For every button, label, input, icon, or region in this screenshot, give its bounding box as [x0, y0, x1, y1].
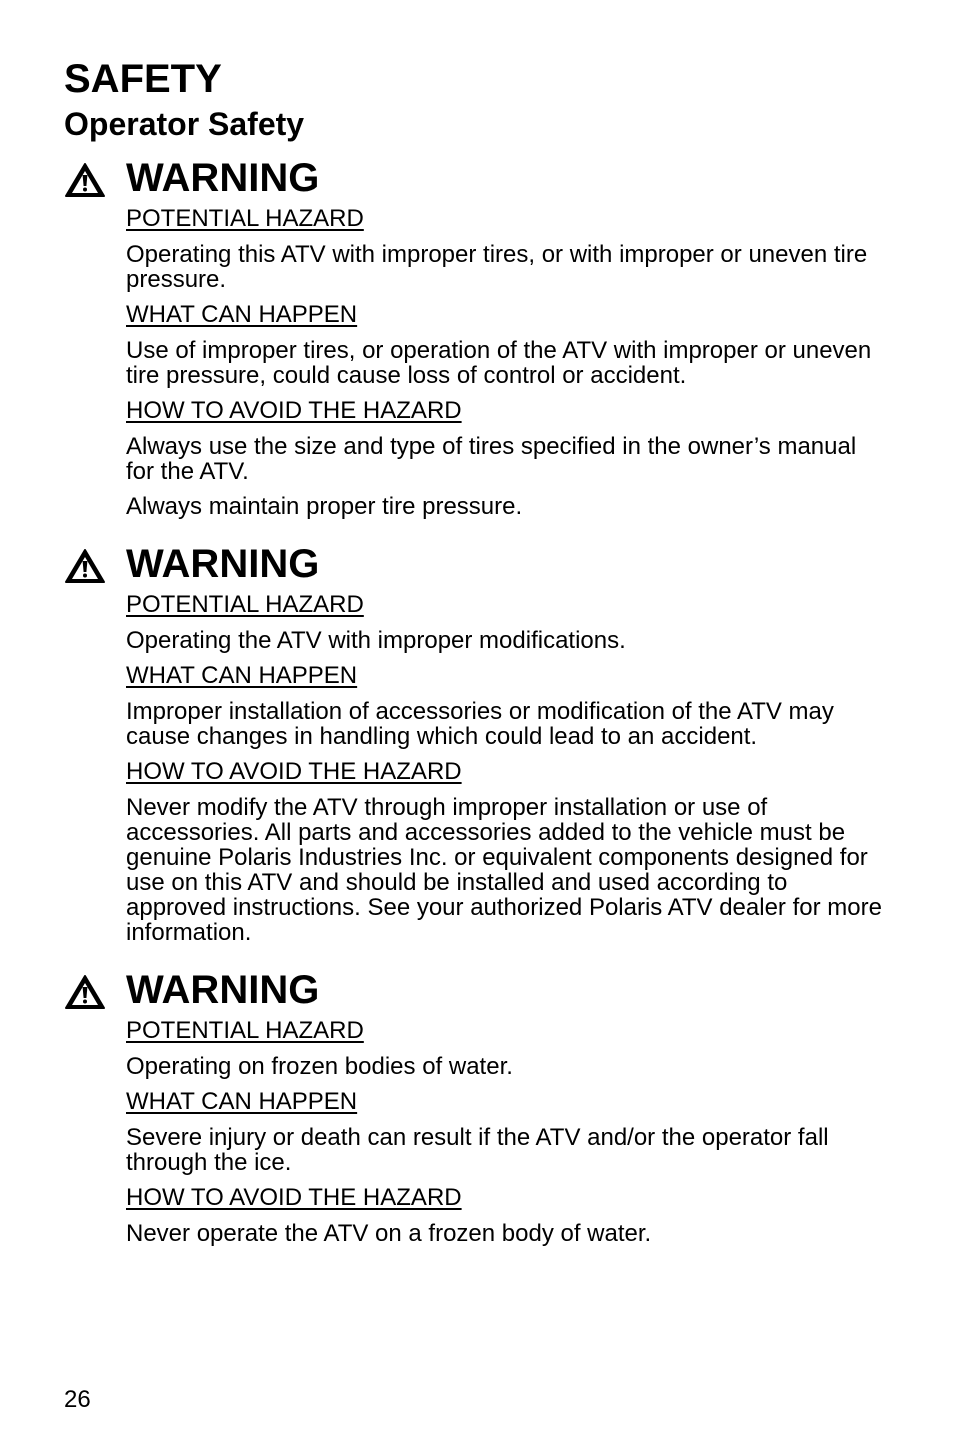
- what-can-happen-text: Severe injury or death can result if the ATV and/or the operator fall through the ice.: [126, 1124, 829, 1176]
- warning-triangle-icon: [64, 974, 106, 1010]
- potential-hazard-heading: POTENTIAL HAZARD: [126, 591, 364, 618]
- what-can-happen-text: Use of improper tires, or operation of the ATV with improper or uneven tire pressure, could cause loss of control or accident.: [126, 337, 872, 389]
- what-can-happen-heading: WHAT CAN HAPPEN: [126, 1088, 358, 1115]
- warning-body: [126, 592, 886, 945]
- warning-header: [64, 544, 884, 588]
- what-can-happen-heading: WHAT CAN HAPPEN: [126, 301, 358, 328]
- warning-block-modifications: [64, 544, 884, 955]
- warning-header: [64, 970, 884, 1014]
- potential-hazard-text: Operating this ATV with improper tires, or with improper or uneven tire pressure.: [126, 241, 868, 293]
- what-can-happen-text: Improper installation of accessories or modification of the ATV may cause changes in handling which could lead to an accident.: [126, 698, 834, 750]
- how-to-avoid-heading: HOW TO AVOID THE HAZARD: [126, 758, 462, 785]
- warning-body: [126, 206, 886, 519]
- how-to-avoid-heading: HOW TO AVOID THE HAZARD: [126, 1184, 462, 1211]
- page-title: SAFETY: [64, 57, 222, 101]
- section-subtitle: Operator Safety: [64, 106, 305, 142]
- how-to-avoid-text: Always maintain proper tire pressure.: [126, 493, 523, 520]
- warning-header: [64, 158, 884, 202]
- potential-hazard-text: Operating on frozen bodies of water.: [126, 1053, 513, 1080]
- warning-body: [126, 1018, 886, 1246]
- warning-label: WARNING: [126, 156, 320, 200]
- how-to-avoid-heading: HOW TO AVOID THE HAZARD: [126, 397, 462, 424]
- warning-block-tires: [64, 158, 884, 529]
- how-to-avoid-text: Never modify the ATV through improper installation or use of accessories. All parts and accessories added to the vehicle must be genuine Polaris Industries Inc. or equivalent components designed for use on this ATV and should be installed and used according to approved instructions. See your authorized Polaris ATV dealer for more information.: [126, 794, 882, 946]
- warning-triangle-icon: [64, 162, 106, 198]
- potential-hazard-text: Operating the ATV with improper modifications.: [126, 627, 626, 654]
- warning-label: WARNING: [126, 968, 320, 1012]
- warning-triangle-icon: [64, 548, 106, 584]
- potential-hazard-heading: POTENTIAL HAZARD: [126, 205, 364, 232]
- page-number: 26: [64, 1386, 91, 1413]
- warning-block-frozen-water: [64, 970, 884, 1256]
- warning-label: WARNING: [126, 542, 320, 586]
- how-to-avoid-text: Always use the size and type of tires specified in the owner’s manual for the ATV.: [126, 433, 857, 485]
- how-to-avoid-text: Never operate the ATV on a frozen body of water.: [126, 1220, 652, 1247]
- potential-hazard-heading: POTENTIAL HAZARD: [126, 1017, 364, 1044]
- what-can-happen-heading: WHAT CAN HAPPEN: [126, 662, 358, 689]
